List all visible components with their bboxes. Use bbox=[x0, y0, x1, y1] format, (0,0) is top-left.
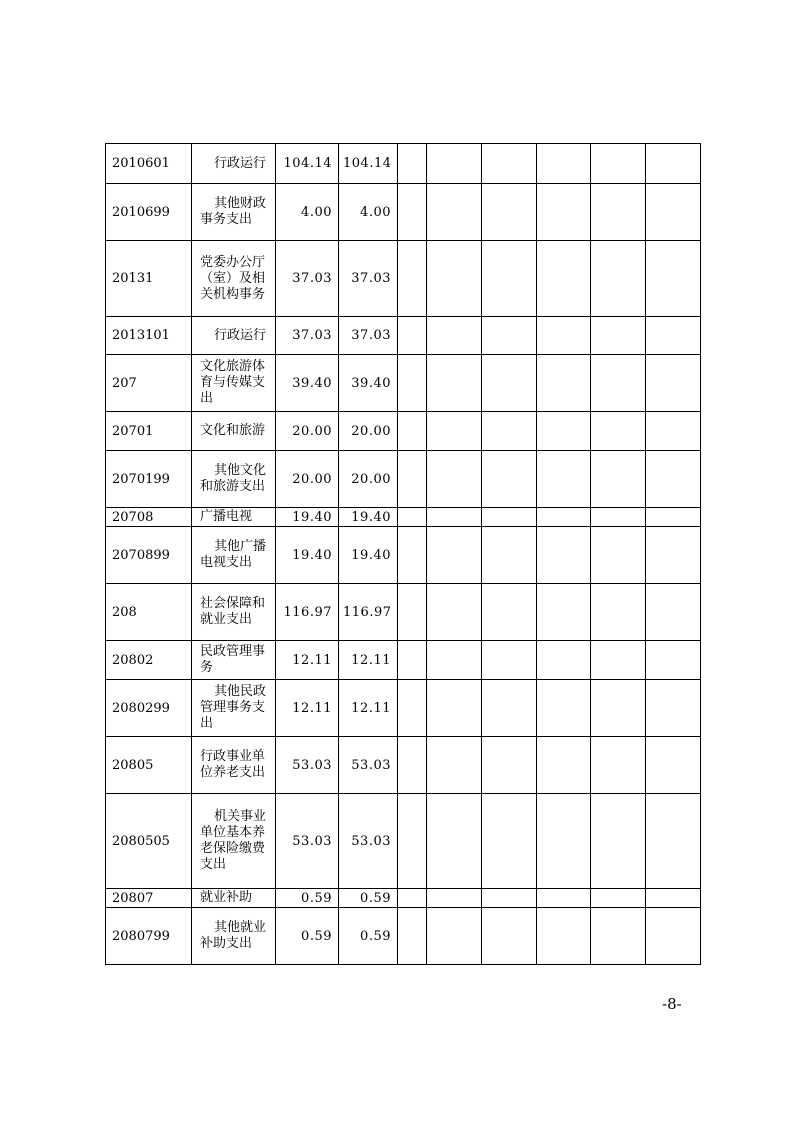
code-cell: 20131 bbox=[106, 241, 192, 317]
name-cell: 其他财政事务支出 bbox=[192, 184, 276, 241]
name-cell: 就业补助 bbox=[192, 889, 276, 908]
empty-cell bbox=[398, 737, 427, 794]
basic-cell: 53.03 bbox=[339, 794, 398, 889]
basic-cell: 39.40 bbox=[339, 355, 398, 412]
name-cell: 文化和旅游 bbox=[192, 412, 276, 451]
empty-cell bbox=[482, 317, 537, 355]
table-row bbox=[106, 241, 701, 317]
total-cell: 19.40 bbox=[276, 508, 339, 527]
empty-cell bbox=[591, 241, 646, 317]
empty-cell bbox=[646, 908, 701, 965]
empty-cell bbox=[482, 508, 537, 527]
empty-cell bbox=[482, 794, 537, 889]
empty-cell bbox=[646, 184, 701, 241]
empty-cell bbox=[482, 412, 537, 451]
empty-cell bbox=[427, 508, 482, 527]
table-row bbox=[106, 908, 701, 965]
code-cell: 20807 bbox=[106, 889, 192, 908]
empty-cell bbox=[591, 889, 646, 908]
empty-cell bbox=[537, 241, 591, 317]
empty-cell bbox=[537, 144, 591, 184]
empty-cell bbox=[591, 144, 646, 184]
empty-cell bbox=[591, 908, 646, 965]
empty-cell bbox=[646, 412, 701, 451]
empty-cell bbox=[591, 451, 646, 508]
total-cell: 53.03 bbox=[276, 737, 339, 794]
code-cell: 207 bbox=[106, 355, 192, 412]
empty-cell bbox=[537, 889, 591, 908]
empty-cell bbox=[398, 241, 427, 317]
name-cell: 行政运行 bbox=[192, 144, 276, 184]
empty-cell bbox=[646, 241, 701, 317]
empty-cell bbox=[427, 241, 482, 317]
table-body bbox=[106, 144, 701, 965]
basic-cell: 19.40 bbox=[339, 527, 398, 584]
empty-cell bbox=[591, 317, 646, 355]
total-cell: 19.40 bbox=[276, 527, 339, 584]
name-cell: 社会保障和就业支出 bbox=[192, 584, 276, 641]
empty-cell bbox=[427, 641, 482, 680]
table-row bbox=[106, 412, 701, 451]
empty-cell bbox=[591, 584, 646, 641]
name-cell: 其他广播电视支出 bbox=[192, 527, 276, 584]
code-cell: 20805 bbox=[106, 737, 192, 794]
name-cell: 其他民政管理事务支出 bbox=[192, 680, 276, 737]
empty-cell bbox=[398, 641, 427, 680]
empty-cell bbox=[398, 355, 427, 412]
empty-cell bbox=[427, 527, 482, 584]
name-cell: 其他就业补助支出 bbox=[192, 908, 276, 965]
total-cell: 53.03 bbox=[276, 794, 339, 889]
empty-cell bbox=[591, 737, 646, 794]
empty-cell bbox=[398, 680, 427, 737]
name-cell: 机关事业单位基本养老保险缴费支出 bbox=[192, 794, 276, 889]
table-row bbox=[106, 355, 701, 412]
empty-cell bbox=[427, 412, 482, 451]
empty-cell bbox=[427, 451, 482, 508]
basic-cell: 12.11 bbox=[339, 641, 398, 680]
basic-cell: 104.14 bbox=[339, 144, 398, 184]
code-cell: 208 bbox=[106, 584, 192, 641]
basic-cell: 37.03 bbox=[339, 241, 398, 317]
basic-cell: 19.40 bbox=[339, 508, 398, 527]
budget-table bbox=[105, 143, 701, 965]
empty-cell bbox=[482, 527, 537, 584]
table-row bbox=[106, 317, 701, 355]
basic-cell: 12.11 bbox=[339, 680, 398, 737]
empty-cell bbox=[646, 889, 701, 908]
empty-cell bbox=[427, 794, 482, 889]
total-cell: 104.14 bbox=[276, 144, 339, 184]
empty-cell bbox=[482, 184, 537, 241]
empty-cell bbox=[398, 889, 427, 908]
empty-cell bbox=[537, 527, 591, 584]
total-cell: 12.11 bbox=[276, 680, 339, 737]
page-number: -8- bbox=[662, 995, 682, 1013]
code-cell: 2080299 bbox=[106, 680, 192, 737]
empty-cell bbox=[537, 451, 591, 508]
code-cell: 2080505 bbox=[106, 794, 192, 889]
table-row bbox=[106, 527, 701, 584]
empty-cell bbox=[646, 584, 701, 641]
code-cell: 2070899 bbox=[106, 527, 192, 584]
code-cell: 20701 bbox=[106, 412, 192, 451]
table-row bbox=[106, 144, 701, 184]
empty-cell bbox=[482, 889, 537, 908]
empty-cell bbox=[646, 144, 701, 184]
empty-cell bbox=[537, 508, 591, 527]
name-cell: 文化旅游体育与传媒支出 bbox=[192, 355, 276, 412]
total-cell: 0.59 bbox=[276, 908, 339, 965]
empty-cell bbox=[482, 908, 537, 965]
empty-cell bbox=[482, 641, 537, 680]
empty-cell bbox=[427, 584, 482, 641]
empty-cell bbox=[398, 451, 427, 508]
name-cell: 党委办公厅（室）及相关机构事务 bbox=[192, 241, 276, 317]
total-cell: 0.59 bbox=[276, 889, 339, 908]
total-cell: 20.00 bbox=[276, 412, 339, 451]
empty-cell bbox=[646, 317, 701, 355]
empty-cell bbox=[537, 794, 591, 889]
empty-cell bbox=[398, 317, 427, 355]
empty-cell bbox=[537, 355, 591, 412]
total-cell: 37.03 bbox=[276, 241, 339, 317]
empty-cell bbox=[482, 355, 537, 412]
basic-cell: 0.59 bbox=[339, 889, 398, 908]
empty-cell bbox=[537, 584, 591, 641]
name-cell: 行政事业单位养老支出 bbox=[192, 737, 276, 794]
basic-cell: 53.03 bbox=[339, 737, 398, 794]
empty-cell bbox=[646, 508, 701, 527]
empty-cell bbox=[646, 641, 701, 680]
empty-cell bbox=[398, 184, 427, 241]
total-cell: 37.03 bbox=[276, 317, 339, 355]
table-row bbox=[106, 680, 701, 737]
empty-cell bbox=[427, 680, 482, 737]
empty-cell bbox=[646, 355, 701, 412]
empty-cell bbox=[427, 908, 482, 965]
name-cell: 民政管理事务 bbox=[192, 641, 276, 680]
code-cell: 2070199 bbox=[106, 451, 192, 508]
basic-cell: 37.03 bbox=[339, 317, 398, 355]
empty-cell bbox=[398, 144, 427, 184]
basic-cell: 20.00 bbox=[339, 412, 398, 451]
table-row bbox=[106, 584, 701, 641]
empty-cell bbox=[427, 317, 482, 355]
empty-cell bbox=[646, 527, 701, 584]
empty-cell bbox=[591, 680, 646, 737]
empty-cell bbox=[398, 527, 427, 584]
empty-cell bbox=[591, 641, 646, 680]
empty-cell bbox=[591, 527, 646, 584]
table-row bbox=[106, 508, 701, 527]
empty-cell bbox=[537, 184, 591, 241]
empty-cell bbox=[646, 794, 701, 889]
name-cell: 其他文化和旅游支出 bbox=[192, 451, 276, 508]
basic-cell: 0.59 bbox=[339, 908, 398, 965]
empty-cell bbox=[591, 184, 646, 241]
empty-cell bbox=[646, 680, 701, 737]
empty-cell bbox=[482, 737, 537, 794]
empty-cell bbox=[482, 144, 537, 184]
empty-cell bbox=[646, 451, 701, 508]
empty-cell bbox=[482, 584, 537, 641]
table-row bbox=[106, 889, 701, 908]
empty-cell bbox=[398, 584, 427, 641]
basic-cell: 4.00 bbox=[339, 184, 398, 241]
empty-cell bbox=[427, 144, 482, 184]
code-cell: 2080799 bbox=[106, 908, 192, 965]
total-cell: 20.00 bbox=[276, 451, 339, 508]
empty-cell bbox=[591, 794, 646, 889]
code-cell: 20708 bbox=[106, 508, 192, 527]
empty-cell bbox=[398, 794, 427, 889]
code-cell: 2010699 bbox=[106, 184, 192, 241]
empty-cell bbox=[591, 355, 646, 412]
empty-cell bbox=[537, 908, 591, 965]
total-cell: 12.11 bbox=[276, 641, 339, 680]
empty-cell bbox=[482, 451, 537, 508]
empty-cell bbox=[646, 737, 701, 794]
code-cell: 20802 bbox=[106, 641, 192, 680]
empty-cell bbox=[427, 737, 482, 794]
empty-cell bbox=[591, 508, 646, 527]
table-row bbox=[106, 737, 701, 794]
basic-cell: 20.00 bbox=[339, 451, 398, 508]
empty-cell bbox=[537, 641, 591, 680]
code-cell: 2010601 bbox=[106, 144, 192, 184]
empty-cell bbox=[427, 355, 482, 412]
total-cell: 39.40 bbox=[276, 355, 339, 412]
empty-cell bbox=[537, 680, 591, 737]
empty-cell bbox=[537, 317, 591, 355]
empty-cell bbox=[398, 412, 427, 451]
table-row bbox=[106, 794, 701, 889]
empty-cell bbox=[482, 680, 537, 737]
empty-cell bbox=[537, 412, 591, 451]
table-row bbox=[106, 641, 701, 680]
empty-cell bbox=[427, 889, 482, 908]
empty-cell bbox=[537, 737, 591, 794]
total-cell: 116.97 bbox=[276, 584, 339, 641]
empty-cell bbox=[398, 508, 427, 527]
table-row bbox=[106, 184, 701, 241]
empty-cell bbox=[591, 412, 646, 451]
empty-cell bbox=[427, 184, 482, 241]
name-cell: 广播电视 bbox=[192, 508, 276, 527]
basic-cell: 116.97 bbox=[339, 584, 398, 641]
name-cell: 行政运行 bbox=[192, 317, 276, 355]
code-cell: 2013101 bbox=[106, 317, 192, 355]
empty-cell bbox=[398, 908, 427, 965]
table-row bbox=[106, 451, 701, 508]
empty-cell bbox=[482, 241, 537, 317]
total-cell: 4.00 bbox=[276, 184, 339, 241]
